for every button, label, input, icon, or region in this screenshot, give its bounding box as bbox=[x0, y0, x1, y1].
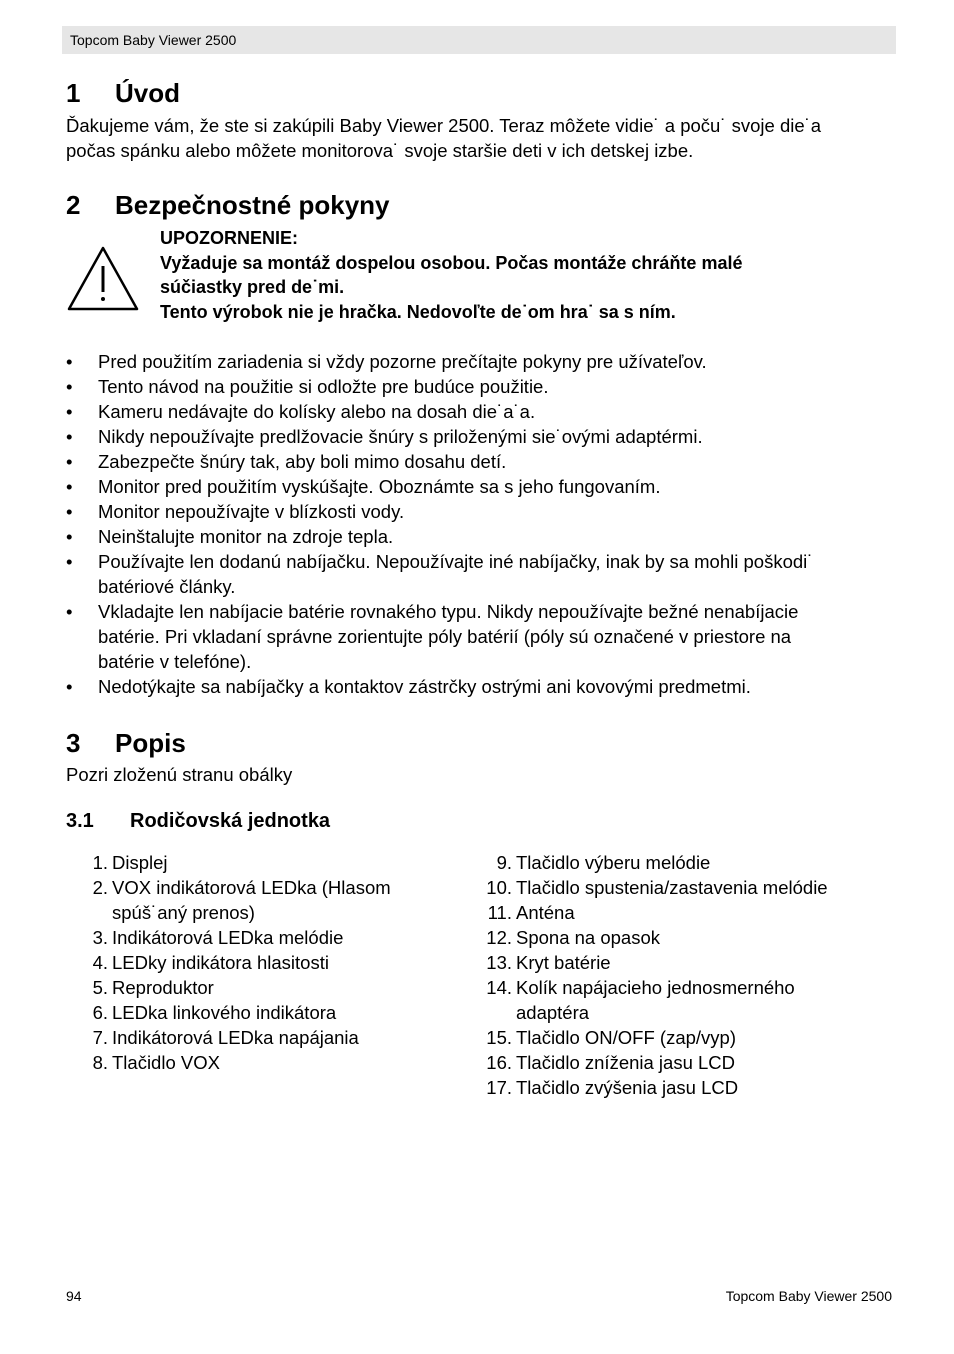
page-number: 94 bbox=[66, 1288, 82, 1304]
part-label-line: Tlačidlo zvýšenia jasu LCD bbox=[516, 1077, 739, 1098]
section-2-number: 2 bbox=[66, 190, 81, 220]
bullet-item bbox=[66, 399, 896, 424]
bullet-line: Monitor nepoužívajte v blízkosti vody. bbox=[98, 501, 405, 522]
part-number: 1. bbox=[92, 852, 108, 873]
parts-list-right bbox=[484, 850, 894, 1100]
part-number: 14. bbox=[486, 977, 512, 998]
part-label-line: Tlačidlo ON/OFF (zap/vyp) bbox=[516, 1027, 736, 1048]
bullet-dot: • bbox=[66, 676, 73, 697]
part-number: 16. bbox=[486, 1052, 512, 1073]
warning-line: Tento výrobok nie je hračka. Nedovoľte de˙om hra˙ sa s ním. bbox=[160, 301, 676, 322]
bullet-line: batérie. Pri vkladaní správne zorientujte póly batérií (póly sú označené v priestore na bbox=[98, 626, 792, 647]
bullet-line: Kameru nedávajte do kolísky alebo na dosah die˙a˙a. bbox=[98, 401, 536, 422]
part-number: 12. bbox=[486, 927, 512, 948]
part-number: 10. bbox=[486, 877, 512, 898]
part-label-line: Anténa bbox=[516, 902, 575, 923]
bullet-line: Používajte len dodanú nabíjačku. Nepoužívajte iné nabíjačky, inak by sa mohli poškodi˙ bbox=[98, 551, 814, 572]
part-item bbox=[484, 1050, 894, 1075]
warning-line: Vyžaduje sa montáž dospelou osobou. Počas montáže chráňte malé bbox=[160, 252, 743, 273]
part-label-line: Tlačidlo výberu melódie bbox=[516, 852, 711, 873]
part-label-line: LEDky indikátora hlasitosti bbox=[112, 952, 329, 973]
part-label-line: Displej bbox=[112, 852, 168, 873]
part-item bbox=[484, 975, 894, 1025]
bullet-item bbox=[66, 599, 896, 674]
warning-line: súčiastky pred de˙mi. bbox=[160, 277, 345, 297]
bullet-dot: • bbox=[66, 426, 73, 447]
bullet-dot: • bbox=[66, 501, 73, 522]
bullet-item bbox=[66, 449, 896, 474]
bullet-line: Monitor pred použitím vyskúšajte. Oboznámte sa s jeho fungovaním. bbox=[98, 476, 661, 497]
footer-title: Topcom Baby Viewer 2500 bbox=[725, 1288, 892, 1304]
part-label-line: Reproduktor bbox=[112, 977, 214, 998]
warning-triangle-icon bbox=[66, 244, 140, 312]
bullet-item bbox=[66, 524, 896, 549]
part-number: 17. bbox=[486, 1077, 512, 1098]
part-item bbox=[484, 950, 894, 975]
part-number: 13. bbox=[486, 952, 512, 973]
section-1-title: Úvod bbox=[115, 78, 180, 108]
section-2-title: Bezpečnostné pokyny bbox=[115, 190, 390, 220]
bullet-line: Neinštalujte monitor na zdroje tepla. bbox=[98, 526, 394, 547]
part-item bbox=[80, 950, 460, 975]
bullet-dot: • bbox=[66, 476, 73, 497]
bullet-item bbox=[66, 374, 896, 399]
section-1-heading bbox=[66, 78, 180, 109]
bullet-dot: • bbox=[66, 451, 73, 472]
part-item bbox=[484, 1075, 894, 1100]
bullet-item bbox=[66, 474, 896, 499]
bullet-item bbox=[66, 674, 896, 699]
part-number: 9. bbox=[496, 852, 512, 873]
bullet-line: Vkladajte len nabíjacie batérie rovnakého typu. Nikdy nepoužívajte bežné nenabíjacie bbox=[98, 601, 799, 622]
part-item bbox=[80, 925, 460, 950]
page-header bbox=[62, 26, 896, 54]
part-label-line: adaptéra bbox=[516, 1002, 590, 1023]
paragraph-line: Ďakujeme vám, že ste si zakúpili Baby Viewer 2500. Teraz môžete vidie˙ a poču˙ svoje die˙a bbox=[66, 115, 822, 136]
part-item bbox=[80, 850, 460, 875]
bullet-line: Zabezpečte šnúry tak, aby boli mimo dosahu detí. bbox=[98, 451, 507, 472]
bullet-dot: • bbox=[66, 551, 73, 572]
bullet-dot: • bbox=[66, 401, 73, 422]
subsection-number: 3.1 bbox=[66, 810, 94, 832]
part-number: 4. bbox=[92, 952, 108, 973]
bullet-line: batériové články. bbox=[98, 576, 236, 597]
header-title: Topcom Baby Viewer 2500 bbox=[70, 32, 237, 48]
bullet-line: batérie v telefóne). bbox=[98, 651, 252, 672]
part-label-line: Spona na opasok bbox=[516, 927, 661, 948]
bullet-dot: • bbox=[66, 526, 73, 547]
bullet-line: Nikdy nepoužívajte predlžovacie šnúry s priloženými sie˙ovými adaptérmi. bbox=[98, 426, 703, 447]
paragraph-line: počas spánku alebo môžete monitorova˙ svoje staršie deti v ich detskej izbe. bbox=[66, 140, 694, 161]
part-label-line: Tlačidlo spustenia/zastavenia melódie bbox=[516, 877, 828, 898]
part-number: 15. bbox=[486, 1027, 512, 1048]
part-label-line: Kryt batérie bbox=[516, 952, 611, 973]
bullet-item bbox=[66, 499, 896, 524]
bullet-dot: • bbox=[66, 351, 73, 372]
part-number: 3. bbox=[92, 927, 108, 948]
part-item bbox=[484, 850, 894, 875]
section-3-title: Popis bbox=[115, 728, 186, 758]
bullet-item bbox=[66, 424, 896, 449]
part-number: 5. bbox=[92, 977, 108, 998]
part-label-line: Tlačidlo zníženia jasu LCD bbox=[516, 1052, 736, 1073]
part-label-line: spúš˙aný prenos) bbox=[112, 902, 255, 923]
part-item bbox=[80, 1050, 460, 1075]
subsection-title: Rodičovská jednotka bbox=[130, 810, 331, 832]
part-item bbox=[484, 875, 894, 900]
part-label-line: Indikátorová LEDka melódie bbox=[112, 927, 344, 948]
part-item bbox=[80, 975, 460, 1000]
section-2-heading bbox=[66, 190, 390, 221]
part-label-line: LEDka linkového indikátora bbox=[112, 1002, 337, 1023]
part-item bbox=[484, 900, 894, 925]
bullet-line: Pred použitím zariadenia si vždy pozorne prečítajte pokyny pre užívateľov. bbox=[98, 351, 707, 372]
part-number: 7. bbox=[92, 1027, 108, 1048]
part-label-line: Kolík napájacieho jednosmerného bbox=[516, 977, 795, 998]
section-3-paragraph: Pozri zloženú stranu obálky bbox=[66, 764, 293, 785]
bullet-dot: • bbox=[66, 601, 73, 622]
warning-block bbox=[160, 226, 850, 324]
section-3-heading bbox=[66, 728, 186, 759]
part-number: 11. bbox=[487, 902, 512, 923]
section-1-number: 1 bbox=[66, 78, 81, 108]
part-label-line: Tlačidlo VOX bbox=[112, 1052, 220, 1073]
part-label-line: Indikátorová LEDka napájania bbox=[112, 1027, 359, 1048]
safety-bullet-list bbox=[66, 349, 896, 699]
part-item bbox=[484, 925, 894, 950]
parts-list-left bbox=[80, 850, 460, 1075]
part-number: 2. bbox=[92, 877, 108, 898]
part-label-line: VOX indikátorová LEDka (Hlasom bbox=[112, 877, 391, 898]
bullet-item bbox=[66, 349, 896, 374]
part-item bbox=[484, 1025, 894, 1050]
part-item bbox=[80, 875, 460, 925]
part-number: 6. bbox=[92, 1002, 108, 1023]
part-number: 8. bbox=[92, 1052, 108, 1073]
bullet-line: Nedotýkajte sa nabíjačky a kontaktov zástrčky ostrými ani kovovými predmetmi. bbox=[98, 676, 751, 697]
section-1-paragraph bbox=[66, 113, 821, 163]
bullet-item bbox=[66, 549, 896, 599]
subsection-heading bbox=[66, 810, 330, 833]
bullet-line: Tento návod na použitie si odložte pre budúce použitie. bbox=[98, 376, 549, 397]
bullet-dot: • bbox=[66, 376, 73, 397]
part-item bbox=[80, 1000, 460, 1025]
warning-label: UPOZORNENIE: bbox=[160, 228, 299, 248]
section-3-number: 3 bbox=[66, 728, 81, 758]
part-item bbox=[80, 1025, 460, 1050]
